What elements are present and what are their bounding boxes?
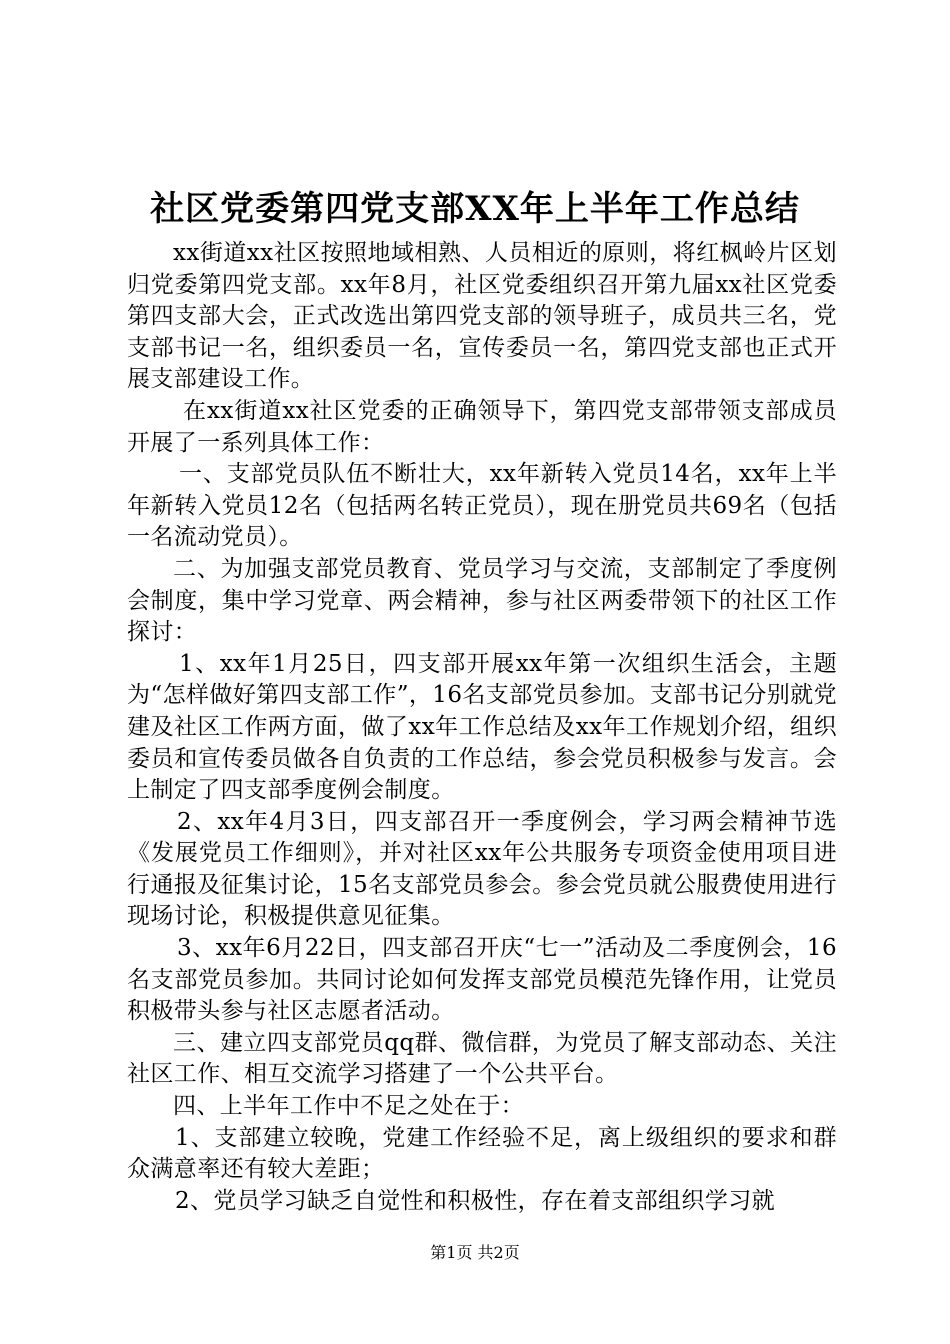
paragraph-shortcoming-1: 1、支部建立较晚，党建工作经验不足，离上级组织的要求和群众满意率还有较大差距； (127, 1124, 837, 1183)
paragraph-intro: xx街道xx社区按照地域相熟、人员相近的原则，将红枫岭片区划归党委第四党支部。xx年8月，社区党委组织召开第九届xx社区党委第四支部大会，正式改选出第四党支部的领导班子，成员共三名，党支部书记一名，组织委员一名，宣传委员一名，第四党支部也正式开展支部建设工作。 (127, 240, 837, 393)
paragraph-section-4: 四、上半年工作中不足之处在于： (173, 1093, 524, 1120)
paragraph-section-2: 二、为加强支部党员教育、党员学习与交流，支部制定了季度例会制度，集中学习党章、两会精神，参与社区两委带领下的社区工作探讨： (127, 555, 837, 646)
paragraph-item-2: 2、xx年4月3日，四支部召开一季度例会，学习两会精神节选《发展党员工作细则》，并对社区xx年公共服务专项资金使用项目进行通报及征集讨论，15名支部党员参会。参会党员就公服费使用进行现场讨论，积极提供意见征集。 (127, 808, 837, 930)
paragraph-section-3: 三、建立四支部党员qq群、微信群，为党员了解支部动态、关注社区工作、相互交流学习搭建了一个公共平台。 (127, 1029, 837, 1088)
document-body (127, 238, 837, 1217)
paragraph-leadership: 在xx街道xx社区党委的正确领导下，第四党支部带领支部成员开展了一系列具体工作： (127, 397, 837, 456)
paragraph-item-3: 3、xx年6月22日，四支部召开庆“七一”活动及二季度例会，16名支部党员参加。共同讨论如何发挥支部党员模范先锋作用，让党员积极带头参与社区志愿者活动。 (127, 935, 837, 1025)
paragraph-shortcoming-2: 2、党员学习缺乏自觉性和积极性，存在着支部组织学习就 (175, 1187, 776, 1214)
paragraph-item-1: 1、xx年1月25日，四支部开展xx年第一次组织生活会，主题为“怎样做好第四支部工作”，16名支部党员参加。支部书记分别就党建及社区工作两方面，做了xx年工作总结及xx年工作规划介绍，组织委员和宣传委员做各自负责的工作总结，参会党员积极参与发言。会上制定了四支部季度例会制度。 (127, 650, 837, 804)
page-footer: 第1页 共2页 (430, 1243, 520, 1262)
paragraph-section-1: 一、支部党员队伍不断壮大，xx年新转入党员14名，xx年上半年新转入党员12名（包括两名转正党员），现在册党员共69名（包括一名流动党员）。 (127, 461, 837, 551)
document-title: 社区党委第四党支部XX年上半年工作总结 (150, 189, 800, 229)
